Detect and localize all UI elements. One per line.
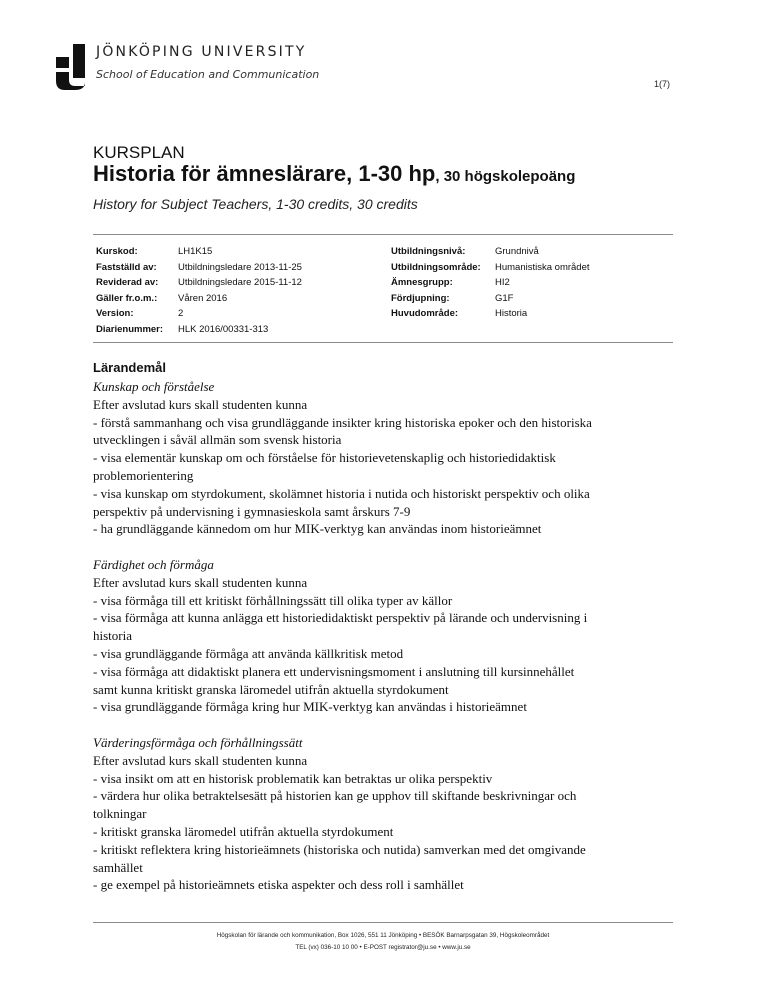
university-logo — [56, 44, 86, 90]
meta-value: HI2 — [495, 277, 510, 289]
text-line: utvecklingen i såväl allmän som svensk historia — [93, 432, 342, 448]
meta-row — [96, 322, 302, 338]
learning-outcomes — [93, 378, 683, 894]
meta-value: Humanistiska området — [495, 261, 590, 273]
divider-meta — [93, 342, 673, 343]
text-line: - förstå sammanhang och visa grundläggande insikter kring historiska epoker och den historiska — [93, 414, 592, 430]
meta-left — [96, 244, 302, 338]
text-line: - visa grundläggande förmåga kring hur MIK-verktyg kan användas i historieämnet — [93, 699, 527, 715]
university-name: JÖNKÖPING UNIVERSITY — [96, 44, 307, 60]
course-title-main: Historia för ämneslärare, 1-30 hp — [93, 161, 436, 186]
meta-row — [96, 244, 302, 260]
text-line: Efter avslutad kurs skall studenten kunna — [93, 396, 308, 412]
footer — [93, 930, 673, 954]
text-line: perspektiv på undervisning i gymnasieskola samt årskurs 7-9 — [93, 503, 411, 519]
text-line: problemorientering — [93, 467, 194, 483]
block-spacer — [93, 716, 683, 734]
meta-key: Fastställd av: — [96, 261, 157, 273]
school-name: School of Education and Communication — [96, 68, 320, 81]
divider-footer — [93, 922, 673, 923]
meta-row — [96, 275, 302, 291]
text-line: - kritiskt reflektera kring historieämnets (historiska och nutida) samverkan med det omgivande — [93, 841, 586, 857]
meta-row — [96, 291, 302, 307]
subheading: Färdighet och förmåga — [93, 556, 214, 572]
footer-contact: TEL (vx) 036-10 10 00 • E-POST registrator@ju.se • www.ju.se — [295, 944, 471, 951]
meta-value: Utbildningsledare 2015-11-12 — [178, 277, 302, 289]
meta-row — [391, 244, 590, 260]
meta-value: Våren 2016 — [178, 292, 228, 304]
text-line: - visa elementär kunskap om och förståelse för historievetenskaplig och historiedidaktisk — [93, 450, 556, 466]
meta-key: Huvudområde: — [391, 308, 459, 320]
text-line: - kritiskt granska läromedel utifrån aktuella styrdokument — [93, 823, 394, 839]
text-line: samt kunna kritiskt granska läromedel utifrån aktuella styrdokument — [93, 681, 449, 697]
meta-row — [391, 291, 590, 307]
meta-value: 2 — [178, 308, 184, 320]
meta-key: Reviderad av: — [96, 277, 159, 289]
meta-key: Fördjupning: — [391, 292, 450, 304]
text-line: - visa insikt om att en historisk problematik kan betraktas ur olika perspektiv — [93, 770, 493, 786]
text-line: - visa grundläggande förmåga att använda källkritisk metod — [93, 645, 404, 661]
text-line: - ge exempel på historieämnets etiska aspekter och dess roll i samhället — [93, 877, 464, 893]
text-line: - ha grundläggande kännedom om hur MIK-verktyg kan användas inom historieämnet — [93, 521, 542, 537]
text-line: Efter avslutad kurs skall studenten kunna — [93, 574, 308, 590]
meta-row — [391, 306, 590, 322]
subheading: Kunskap och förståelse — [93, 379, 215, 394]
text-line: tolkningar — [93, 806, 147, 822]
meta-row — [96, 306, 302, 322]
text-line: - visa förmåga att didaktiskt planera ett undervisningsmoment i anslutning till kursinnehållet — [93, 663, 575, 679]
meta-value: Utbildningsledare 2013-11-25 — [178, 261, 302, 273]
meta-value: HLK 2016/00331-313 — [178, 323, 269, 335]
meta-key: Ämnesgrupp: — [391, 277, 453, 289]
text-line: historia — [93, 628, 132, 644]
document-type: KURSPLAN — [93, 143, 185, 162]
meta-key: Kurskod: — [96, 246, 138, 257]
course-subtitle: History for Subject Teachers, 1-30 credits, 30 credits — [93, 196, 418, 212]
block-spacer — [93, 538, 683, 556]
course-title — [93, 161, 575, 187]
meta-value: G1F — [495, 292, 514, 304]
meta-key: Diarienummer: — [96, 323, 164, 335]
meta-right — [391, 244, 590, 322]
meta-value: LH1K15 — [178, 246, 213, 257]
meta-key: Version: — [96, 308, 134, 320]
meta-value: Historia — [495, 308, 528, 320]
text-line: - visa kunskap om styrdokument, skolämnet historia i nutida och historiskt perspektiv och olika — [93, 485, 590, 501]
meta-key: Utbildningsområde: — [391, 261, 481, 273]
text-line: - värdera hur olika betraktelsesätt på historien kan ge upphov till skiftande beskrivningar och — [93, 788, 577, 804]
subheading: Värderingsförmåga och förhållningssätt — [93, 734, 303, 750]
text-line: Efter avslutad kurs skall studenten kunna — [93, 752, 308, 768]
course-credits: , 30 högskolepoäng — [435, 168, 576, 185]
meta-key: Utbildningsnivå: — [391, 246, 466, 257]
page-number: 1(7) — [653, 79, 670, 89]
text-line: - visa förmåga till ett kritiskt förhållningssätt till olika typer av källor — [93, 592, 453, 608]
meta-row — [391, 275, 590, 291]
meta-key: Gäller fr.o.m.: — [96, 292, 158, 304]
text-line: - visa förmåga att kunna anlägga ett historiedidaktiskt perspektiv på lärande och undervisning i — [93, 610, 588, 626]
text-line: samhället — [93, 859, 143, 875]
meta-row — [96, 260, 302, 276]
meta-value: Grundnivå — [495, 246, 539, 257]
meta-row — [391, 260, 590, 276]
section-heading: Lärandemål — [93, 360, 166, 375]
divider-top — [93, 234, 673, 235]
footer-address: Högskolan för lärande och kommunikation, Box 1026, 551 11 Jönköping • BESÖK Barnarpsgatan 39, Högskoleområdet — [216, 932, 550, 939]
